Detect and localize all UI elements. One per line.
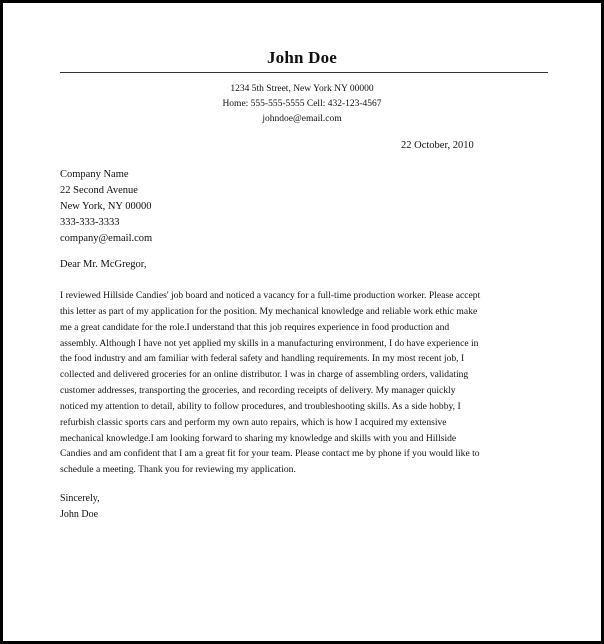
sender-phones: Home: 555-555-5555 Cell: 432-123-4567	[222, 99, 382, 109]
signature-name: John Doe	[60, 509, 99, 520]
recipient-city: New York, NY 00000	[60, 201, 152, 212]
header-divider	[60, 72, 548, 73]
letter-date: 22 October, 2010	[401, 140, 474, 151]
sender-name: John Doe	[266, 48, 338, 67]
body-line: noticed my attention to detail, ability to follow procedures, and troubleshooting skills. As a side hobby, I	[60, 400, 461, 412]
body-line: me a great candidate for the role.I understand that this job requires experience in food production and	[60, 321, 450, 333]
salutation: Dear Mr. McGregor,	[60, 259, 147, 270]
body-line: refurbish classic sports cars and perform my own auto repairs, which is how I acquired my extensive	[60, 416, 447, 428]
body-line: the food industry and am familiar with federal safety and handling requirements. In my most recent job, I	[60, 353, 465, 365]
recipient-email: company@email.com	[60, 233, 153, 244]
body-line: collected and delivered groceries for an online distributor. I was in charge of assembling orders, validating	[60, 369, 469, 381]
body-line: mechanical knowledge.I am looking forward to sharing my knowledge and skills with you and Hillside	[60, 432, 457, 444]
recipient-phone: 333-333-3333	[60, 217, 120, 228]
closing-block	[60, 491, 100, 523]
sender-email: johndoe@email.com	[262, 114, 342, 124]
sender-address: 1234 5th Street, New York NY 00000	[230, 84, 374, 94]
letter-body	[60, 288, 550, 478]
recipient-company: Company Name	[60, 169, 129, 180]
body-line: I reviewed Hillside Candies' job board and noticed a vacancy for a full-time production worker. Please accept	[60, 290, 481, 301]
recipient-street: 22 Second Avenue	[60, 185, 138, 196]
body-line: this letter as part of my application for the position. My mechanical knowledge and reliable work ethic make	[60, 305, 478, 317]
valediction: Sincerely,	[60, 493, 100, 504]
body-line: assembly. Although I have not yet applied my skills in a manufacturing environment, I do have experience in	[60, 337, 479, 349]
body-line: Candies and am confident that I am a great fit for your team. Please contact me by phone if you would like to	[60, 448, 480, 460]
body-line: schedule a meeting. Thank you for reviewing my application.	[60, 464, 296, 476]
body-line: customer addresses, transporting the groceries, and recording receipts of delivery. My manager quickly	[60, 385, 456, 397]
recipient-block	[60, 167, 152, 247]
